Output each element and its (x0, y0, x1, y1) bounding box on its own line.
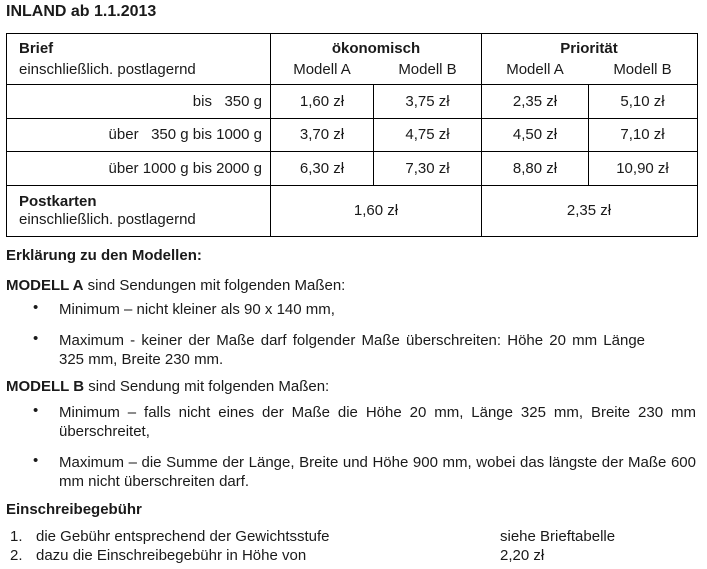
page-title: INLAND ab 1.1.2013 (6, 3, 157, 20)
table-divider (6, 118, 697, 119)
price-cell: 3,75 zł (405, 93, 450, 110)
col-oek-modell-a: Modell A (293, 61, 351, 78)
bullet-icon: • (33, 330, 39, 347)
einschreib-text: dazu die Einschreibegebühr in Höhe von (36, 547, 307, 564)
price-cell: 3,70 zł (299, 126, 345, 143)
group-oekonomisch: ökonomisch (331, 40, 421, 57)
col-prio-modell-a: Modell A (506, 61, 564, 78)
col-oek-modell-b: Modell B (398, 61, 457, 78)
modell-a-label: MODELL A (6, 277, 84, 294)
bullet-icon: • (33, 299, 39, 316)
group-prioritaet: Priorität (560, 40, 618, 57)
einschreib-heading: Einschreibegebühr (6, 501, 142, 518)
price-cell: 4,50 zł (512, 126, 558, 143)
price-cell: 8,80 zł (512, 160, 558, 177)
table-divider (6, 151, 697, 152)
table-divider (6, 84, 697, 85)
price-cell: 2,35 zł (512, 93, 558, 110)
weight-label: über 1000 g bis 2000 g (108, 160, 262, 177)
col-prio-modell-b: Modell B (613, 61, 672, 78)
price-cell: 5,10 zł (620, 93, 665, 110)
postkarten-prio-price: 2,35 zł (566, 202, 612, 219)
price-cell: 1,60 zł (299, 93, 345, 110)
weight-label: bis 350 g (192, 93, 262, 110)
price-cell: 6,30 zł (299, 160, 345, 177)
modell-b-label: MODELL B (6, 378, 85, 395)
bullet-icon: • (33, 452, 39, 469)
erklaerung-heading: Erklärung zu den Modellen: (6, 247, 202, 264)
modell-a-text: sind Sendungen mit folgenden Maßen: (83, 277, 346, 294)
postkarten-subtitle: einschließlich. postlagernd (19, 211, 196, 228)
brief-subtitle: einschließlich. postlagernd (19, 61, 196, 78)
price-cell: 7,10 zł (620, 126, 665, 143)
table-divider (6, 185, 697, 186)
postkarten-oek-price: 1,60 zł (353, 202, 399, 219)
postkarten-title: Postkarten (19, 193, 97, 210)
einschreib-num: 2. (10, 547, 23, 564)
price-cell: 10,90 zł (616, 160, 669, 177)
modell-a-maximum: Maximum - keiner der Maße darf folgender Maße überschreiten: Höhe 20 mm Länge 325 mm, Breite 230 mm. (59, 332, 645, 368)
einschreib-value: 2,20 zł (500, 547, 545, 564)
weight-label: über 350 g bis 1000 g (108, 126, 262, 143)
price-cell: 4,75 zł (405, 126, 450, 143)
einschreib-value: siehe Brieftabelle (500, 528, 616, 545)
modell-a-minimum: Minimum – nicht kleiner als 90 x 140 mm, (59, 301, 335, 318)
einschreib-text: die Gebühr entsprechend der Gewichtsstufe (36, 528, 330, 545)
einschreib-num: 1. (10, 528, 23, 545)
modell-b-text: sind Sendung mit folgenden Maßen: (84, 378, 330, 395)
modell-b-minimum: Minimum – falls nicht eines der Maße die Höhe 20 mm, Länge 325 mm, Breite 230 mm überschreitet, (59, 404, 696, 440)
bullet-icon: • (33, 402, 39, 419)
brief-title: Brief (19, 40, 54, 57)
price-cell: 7,30 zł (405, 160, 450, 177)
modell-b-maximum: Maximum – die Summe der Länge, Breite und Höhe 900 mm, wobei das längste der Maße 600 mm nicht überschreiten darf. (59, 454, 696, 490)
modell-a-line (6, 276, 345, 295)
modell-b-line (6, 377, 329, 396)
